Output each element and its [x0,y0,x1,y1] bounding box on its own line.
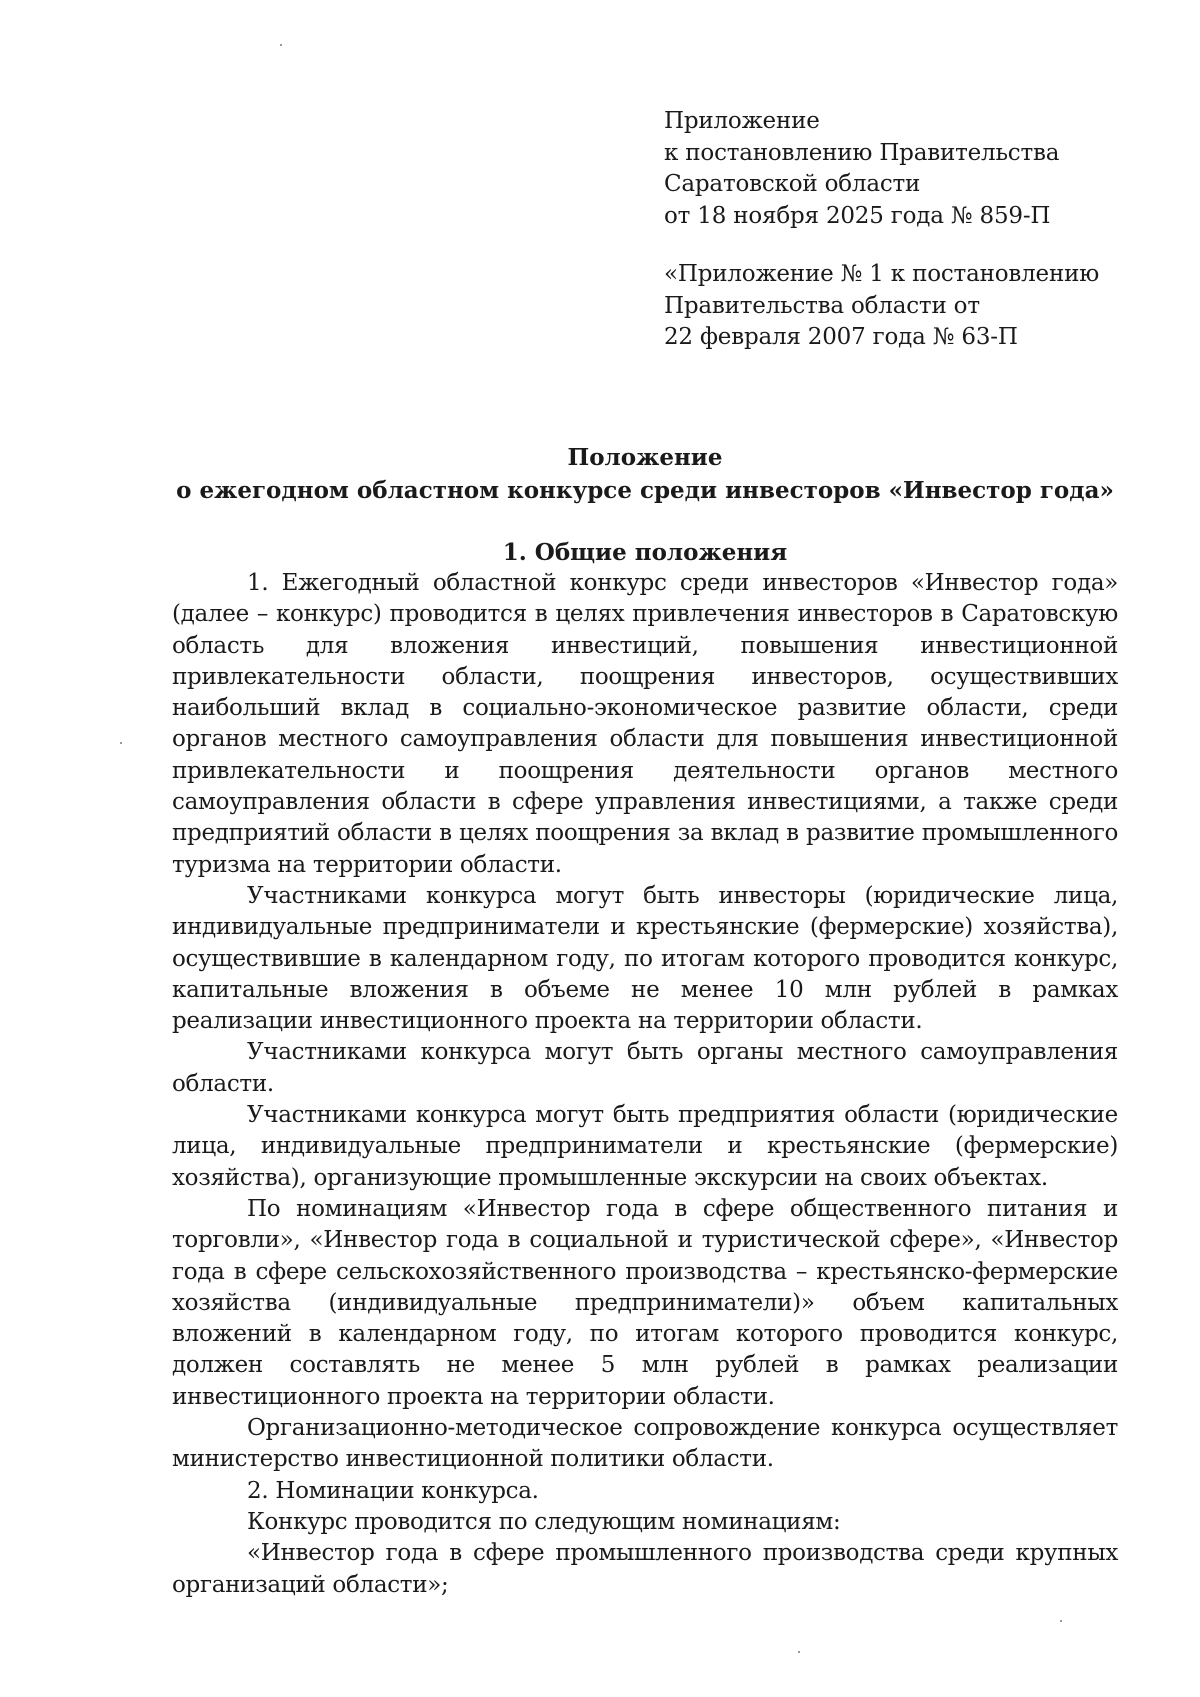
paragraph: «Инвестор года в сфере промышленного производства среди крупных организаций области»; [172,1540,1118,1598]
paragraph: 2. Номинации конкурса. [247,1477,539,1504]
header-line: Приложение [664,108,820,134]
paragraph: Конкурс проводится по следующим номинациям: [247,1508,841,1535]
title-line-1: Положение [567,444,723,471]
paragraph: Участниками конкурса могут быть предприятия области (юридические лица, индивидуальные предприниматели и крестьянские (фермерские) хозяйства), организующие промышленные экскурсии на своих объектах. [172,1102,1118,1191]
header-line: Саратовской области [664,171,921,197]
header-line: от 18 ноября 2025 года № 859-П [664,202,1051,229]
paragraph: Участниками конкурса могут быть инвесторы (юридические лица, индивидуальные предприниматели и крестьянские (фермерские) хозяйства), осуществившие в календарном году, по итогам которого проводится конкурс, капитальные вложения в объеме не менее 10 млн рублей в рамках реализации инвестиционного проекта на территории области. [172,882,1118,1035]
header-line: к постановлению Правительства [664,139,1060,166]
paragraph: По номинациям «Инвестор года в сфере общественного питания и торговли», «Инвестор года в социальной и туристической сфере», «Инвестор года в сфере сельскохозяйственного производства – крестьянско-фермерские хозяйства (индивидуальные предприниматели)» объем капитальных вложений в календарном году, по итогам которого проводится конкурс, должен составлять не менее 5 млн рублей в рамках реализации инвестиционного проекта на территории области. [172,1195,1118,1410]
scan-speck [798,1651,800,1653]
appendix-subheader [664,259,1124,354]
document-title [172,441,1118,507]
subheader-line: 22 февраля 2007 года № 63-П [664,324,1018,350]
paragraph: Участниками конкурса могут быть органы местного самоуправления области. [172,1039,1118,1097]
paragraph: Организационно-методическое сопровождение конкурса осуществляет министерство инвестиционной политики области. [172,1415,1118,1473]
paragraph: 1. Ежегодный областной конкурс среди инвесторов «Инвестор года» (далее – конкурс) проводится в целях привлечения инвесторов в Саратовскую область для вложения инвестиций, повышения инвестиционной привлекательности области, поощрения инвесторов, осуществивших наибольший вклад в социально-экономическое развитие области, среди органов местного самоуправления области для повышения инвестиционной привлекательности и поощрения деятельности органов местного самоуправления области в сфере управления инвестициями, а также среди предприятий области в целях поощрения за вклад в развитие промышленного туризма на территории области. [172,570,1118,878]
section-body [172,568,1118,1601]
scan-speck [280,44,282,46]
appendix-header [664,106,1124,232]
scan-speck [120,742,122,744]
section-heading: 1. Общие положения [502,539,788,566]
subheader-line: Правительства области от [664,292,980,319]
scan-speck [1060,1620,1062,1622]
subheader-line: «Приложение № 1 к постановлению [664,261,1100,287]
title-line-2: о ежегодном областном конкурсе среди инвесторов «Инвестор года» [176,477,1114,504]
